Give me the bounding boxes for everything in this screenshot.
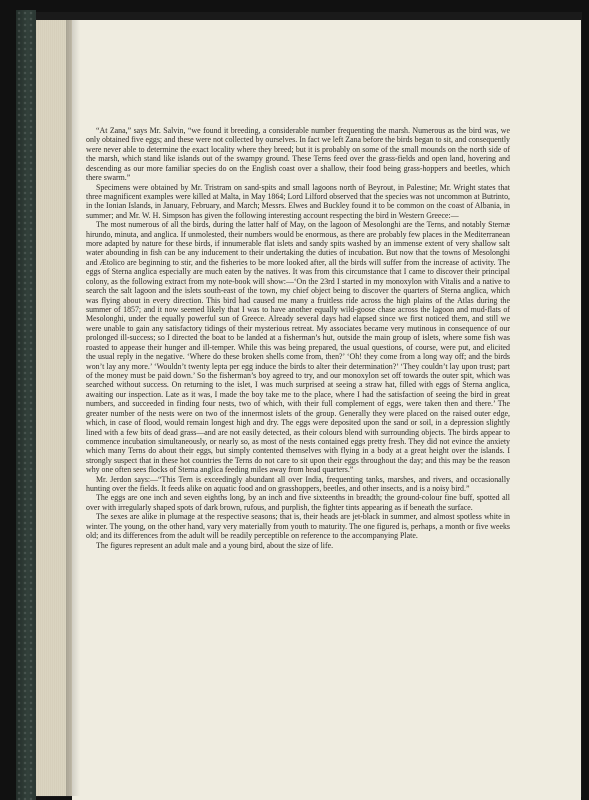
paragraph-jerdon: Mr. Jerdon says:—“This Tern is exceedingly abundant all over India, frequenting tanks, marshes, and rivers, and occasionally hunting over the fields. It feeds alike on aquatic food and on grasshoppers, beetles, and other insects, and is a noisy bird.” (86, 474, 510, 494)
paragraph-specimens: Specimens were obtained by Mr. Tristram on sand-spits and small lagoons north of Beyrout, in Palestine; Mr. Wright states that three magnificent examples were killed at Malta, in May 1864; Lord Lilford observed that the species was not uncommon at Butrinto, in the Ionian Islands, in January, February, and March; Messrs. Elwes and Buckley found it to be common on the coast of Albania, in summer; and Mr. W. H. Simpson has given the following interesting account respecting the bird in Western Greece:— (86, 182, 510, 220)
marbled-cover-board (16, 10, 36, 800)
gutter-shadow (66, 20, 80, 796)
paragraph-mesolonghi: The most numerous of all the birds, during the latter half of May, on the lagoon of Mesolonghi are the Terns, and notably Sternæ hirundo, minuta, and anglica. If unmolested, their numbers would be enormous, as there are probably few places in the Mediterranean more adapted by nature for these birds, if innumerable flat islets and sandy spits washed by an immense extent of very shallow salt water abounding in fish can be any inducement to their undertaking the duties of incubation. But now that the towns of Mesolonghi and Ætolico are beginning to stir, and the fisheries to be more looked after, all the birds will suffer from the increase of activity. The eggs of Sterna anglica especially are much eaten by the natives. It was from this circumstance that I came to discover their principal colony, as the following extract from my note-book will show:—‘On the 23rd I started in my monoxylon with Vitalis and a native to search the salt lagoon and the islets south-east of the town, my chief object being to discover the quarters of Sterna anglica, which was flying about in every direction. This bird had caused me many a fruitless ride across the high plains of the Atlas during the summer of 1857; and it now seemed likely that I was to have another equally wild-goose chase across the lagoon and mud-flats of Mesolonghi, under the equally powerful sun of Greece. Already several days had elapsed since we first noticed them, and still we were unable to gain any satisfactory tidings of their mysterious retreat. My associates became very mutinous in consequence of our prolonged ill-success; so I directed the boat to be landed at a fisherman’s hut, outside the main group of islets, where some fish was roasted to appease their hunger and ill-temper. While this was being prepared, the usual questions, of course, were put, and elicited the usual reply in the negative. ‘Where do these broken shells come from, then?’ ‘Oh! they come from a long way off; and the birds won’t lay any more.’ ‘Wouldn’t twenty lepta per egg induce the birds to alter their determination?’ ‘They couldn’t lay upon trust; part of the money must be paid down.’ So the fisherman’s boy agreed to try, and our monoxylon set off towards the outer spit, which was searched without success. On returning to the islet, I was much surprised at seeing a straw hat, filled with eggs of Sterna anglica, awaiting our inspection. Late as it was, I made the boy take me to the place, where I had the satisfaction of seeing the bird in great numbers, and succeeded in finding four nests, two of which, with their full complement of eggs, were taken then and there.’ The greater number of the nests were on two of the innermost islets of the group. Generally they were placed on the raised outer edge, which, in case of flood, would remain longest high and dry. The eggs were deposited upon the sand or soil, in a depression slightly lined with a few bits of dead grass—and are not easily detected, as their colours blend with surrounding objects. The birds appear to commence incubation simultaneously, or nearly so, as most of the nests contained eggs pretty fresh. They did not evince the anxiety which many Terns do about their eggs, but simply contented themselves with flying in a body at a great height over the islands. I strongly suspect that in these hot countries the Terns do not care to sit upon their eggs throughout the day; and this may be the reason why one often sees flocks of Sterna anglica feeding miles away from head quarters.” (86, 220, 510, 475)
body-text (86, 126, 510, 550)
paragraph-eggs: The eggs are one inch and seven eighths long, by an inch and five sixteenths in breadth; the ground-colour fine buff, spotted all over with irregularly shaped spots of dark brown, rufous, and purplish, the fighter tints appearing as if beneath the surface. (86, 493, 510, 512)
paragraph-zana-quote: “At Zana,” says Mr. Salvin, “we found it breeding, a considerable number frequenting the marsh. Numerous as the bird was, we only obtained five eggs; and these were not collected by ourselves. In fact we left Zana before the birds began to sit, and consequently were never able to determine the exact locality where they breed; but it is probably on some of the small mounds on the north side of the marsh, which stand like islands out of the swampy ground. These Terns feed over the grass-fields and open land, hovering and descending as our more familiar species do on the English coast over a shallow, their food being grass-hoppers and beetles, which there swarm.” (86, 126, 510, 183)
paragraph-plumage: The sexes are alike in plumage at the respective seasons; that is, their heads are jet-black in summer, and almost spotless white in winter. The young, on the other hand, vary very materially from youth to maturity. The one figured is, perhaps, a month or five weeks old; and its differences from the adult will be readily perceptible on reference to the accompanying Plate. (86, 512, 510, 541)
paragraph-figures: The figures represent an adult male and a young bird, about the size of life. (96, 540, 334, 550)
